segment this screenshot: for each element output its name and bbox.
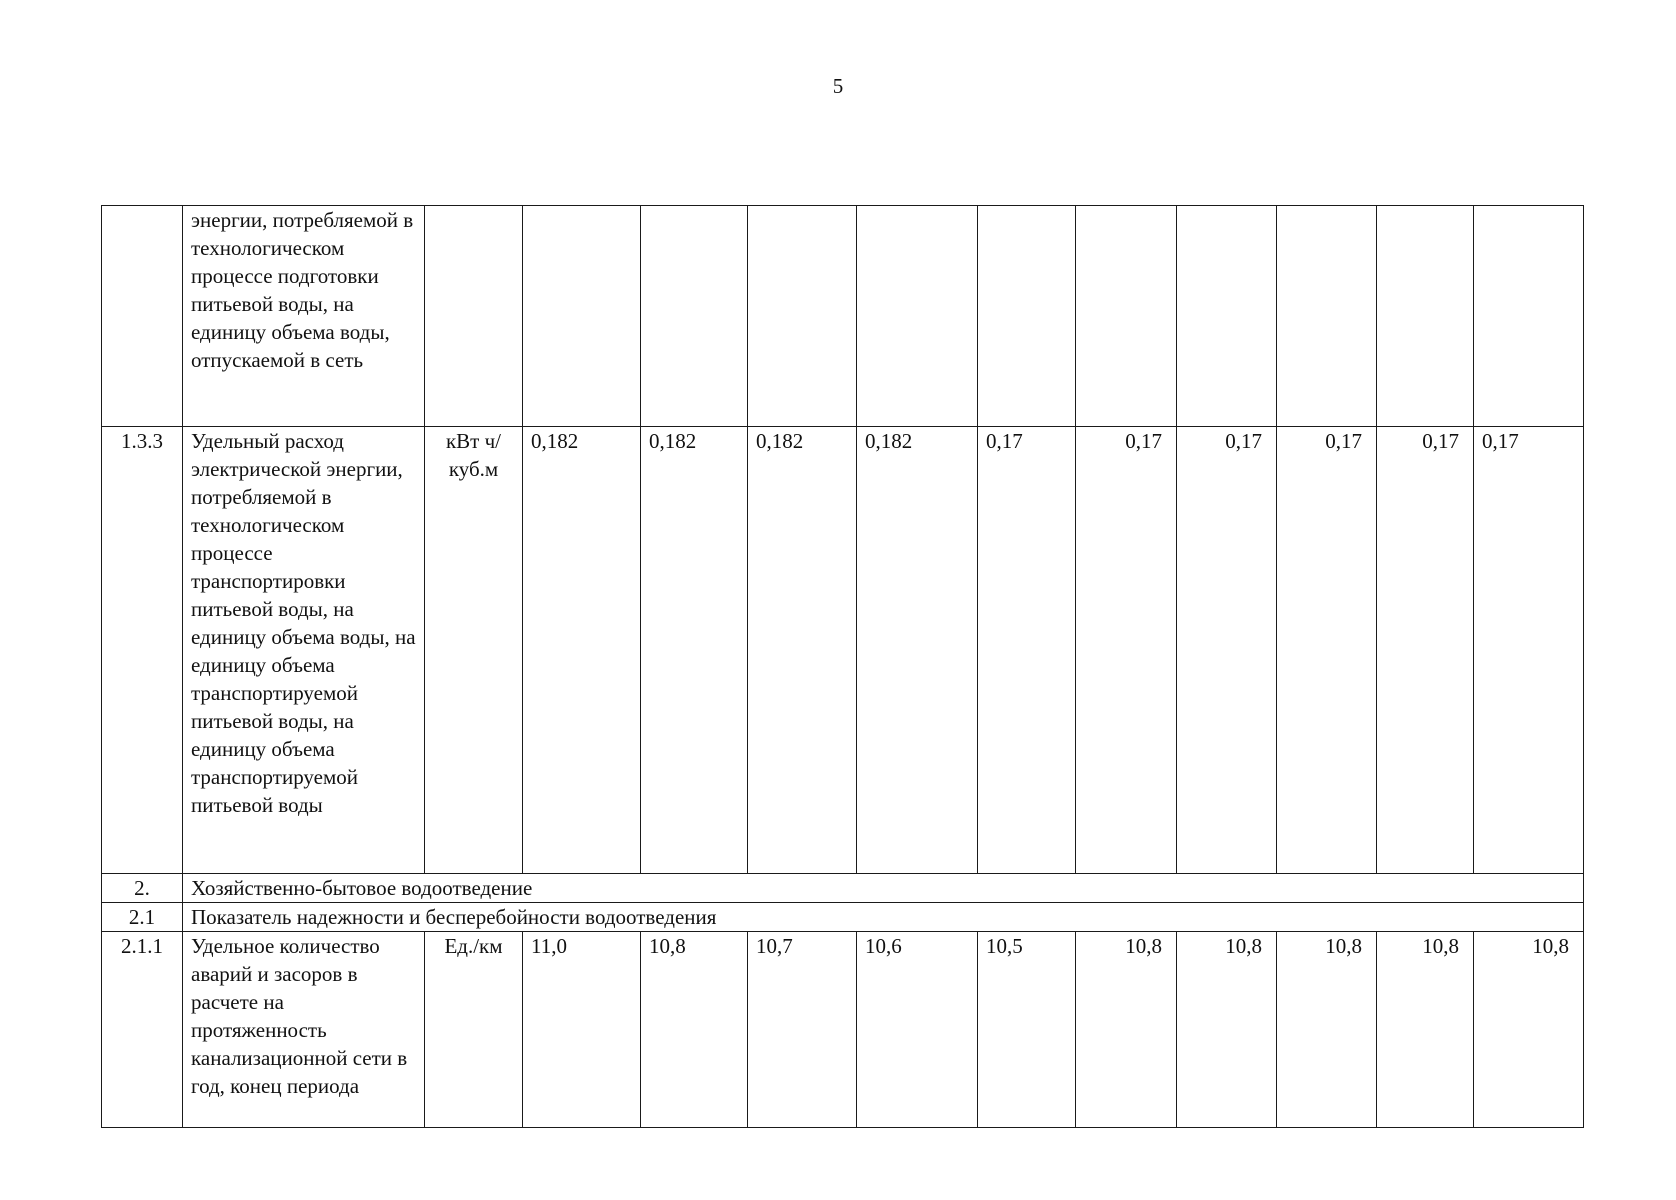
value-cell: 10,5 (978, 932, 1076, 1128)
value-cell (978, 206, 1076, 427)
value-cell: 11,0 (523, 932, 641, 1128)
section-title: Хозяйственно-бытовое водоотведение (183, 874, 1584, 903)
table-row (102, 427, 1584, 874)
value-cell: 10,8 (641, 932, 748, 1128)
indicator-name: энергии, потребляемой в технологическом процессе подготовки питьевой воды, на единицу объема воды, отпускаемой в сеть (183, 206, 425, 427)
value-cell (1377, 206, 1474, 427)
value-cell: 0,182 (748, 427, 857, 874)
page-number: 5 (832, 74, 844, 98)
row-number: 2.1.1 (102, 932, 183, 1128)
value-cell (523, 206, 641, 427)
value-cell (1076, 206, 1177, 427)
row-number: 2. (102, 874, 183, 903)
value-cell: 0,17 (1177, 427, 1277, 874)
value-cell: 0,17 (1076, 427, 1177, 874)
row-number (102, 206, 183, 427)
value-cell: 10,8 (1277, 932, 1377, 1128)
row-number: 2.1 (102, 903, 183, 932)
unit-cell: кВт ч/куб.м (425, 427, 523, 874)
value-cell (1177, 206, 1277, 427)
value-cell (1474, 206, 1584, 427)
section-row (102, 903, 1584, 932)
value-cell: 10,6 (857, 932, 978, 1128)
section-row (102, 874, 1584, 903)
value-cell: 0,182 (523, 427, 641, 874)
row-number: 1.3.3 (102, 427, 183, 874)
value-cell: 0,182 (857, 427, 978, 874)
value-cell: 0,17 (1377, 427, 1474, 874)
value-cell: 10,8 (1377, 932, 1474, 1128)
value-cell: 10,7 (748, 932, 857, 1128)
value-cell: 10,8 (1177, 932, 1277, 1128)
unit-cell (425, 206, 523, 427)
value-cell: 10,8 (1474, 932, 1584, 1128)
value-cell: 0,17 (978, 427, 1076, 874)
table-row (102, 206, 1584, 427)
value-cell: 10,8 (1076, 932, 1177, 1128)
value-cell (748, 206, 857, 427)
unit-cell: Ед./км (425, 932, 523, 1128)
value-cell (857, 206, 978, 427)
indicators-table (101, 205, 1584, 1128)
indicator-name: Удельный расход электрической энергии, потребляемой в технологическом процессе транспортировки питьевой воды, на единицу объема воды, на единицу объема транспортируемой питьевой воды, на единицу объема транспортируемой питьевой воды (183, 427, 425, 874)
table-row (102, 932, 1584, 1128)
value-cell: 0,182 (641, 427, 748, 874)
indicator-name: Удельное количество аварий и засоров в расчете на протяженность канализационной сети в год, конец периода (183, 932, 425, 1128)
value-cell: 0,17 (1474, 427, 1584, 874)
value-cell (641, 206, 748, 427)
value-cell (1277, 206, 1377, 427)
section-title: Показатель надежности и бесперебойности водоотведения (183, 903, 1584, 932)
value-cell: 0,17 (1277, 427, 1377, 874)
